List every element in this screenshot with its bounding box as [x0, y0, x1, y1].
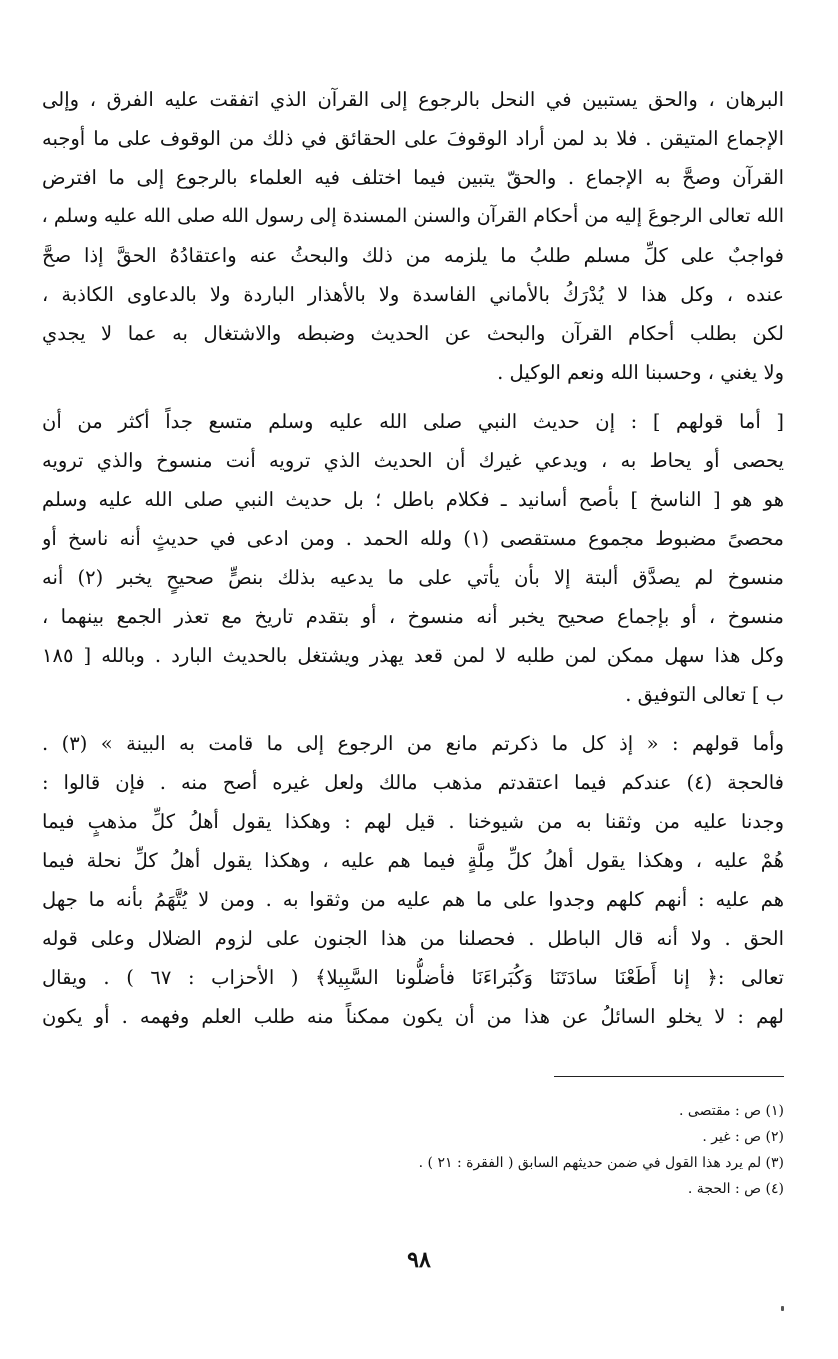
footnote: (١) ص : مقتصى . — [679, 1103, 784, 1119]
text-line: منسوخ ، أو بإجماع صحيح يخبر أنه منسوخ ، أو بتقدم تاريخ مع تعذر الجمع بينهما ، — [42, 605, 784, 628]
text-line: [ أما قولهم ] : إن حديث النبي صلى الله عليه وسلم متسع جداً أكثر من أن — [42, 410, 784, 433]
text-line: وكل هذا سهل ممكن لمن طلبه لا لمن قعد يهذر ويشتغل بالحديث البارد . وبالله [ ١٨٥ — [42, 644, 784, 667]
footnote: (٢) ص : غير . — [702, 1129, 784, 1145]
text-line: الله تعالى الرجوعَ إليه من أحكام القرآن والسنن المسندة إلى رسول الله صلى الله عليه وسلم ، — [42, 205, 784, 227]
text-line: البرهان ، والحق يستبين في النحل بالرجوع إلى القرآن الذي اتفقت عليه الفرق ، وإلى — [42, 88, 784, 111]
text-line: وجدنا عليه من وثقنا به من شيوخنا . قيل لهم : وهكذا يقول أهلُ كلِّ مذهبٍ فيما — [42, 810, 784, 833]
main-text — [42, 80, 784, 1036]
text-line: لهم : لا يخلو السائلُ عن هذا من أن يكون ممكناً منه طلب العلم وفهمه . أو يكون — [42, 1005, 784, 1028]
text-line: محصىً مضبوط مجموع مستقصى (١) ولله الحمد . ومن ادعى في حديثٍ أنه ناسخ أو — [42, 527, 784, 550]
footnote: (٣) لم يرد هذا القول في ضمن حديثهم السابق ( الفقرة : ٢١ ) . — [418, 1155, 784, 1171]
text-line: لكن بطلب أحكام القرآن والبحث عن الحديث وضبطه والاشتغال به عما لا يجدي — [42, 322, 784, 345]
footnotes — [300, 1098, 784, 1202]
text-line: فواجبٌ على كلِّ مسلم طلبُ ما يلزمه من ذلك والبحثُ عنه واعتقادُهُ الحقَّ إذا صحَّ — [42, 244, 784, 267]
paragraph — [42, 402, 784, 714]
text-line: منسوخ لم يصدَّق ألبتة إلا بأن يأتي على ما يدعيه بذلك بنصٍّ صحيحٍ يخبر (٢) أنه — [42, 566, 784, 589]
footnote-separator — [554, 1076, 784, 1077]
text-line: القرآن وصحَّ به الإجماع . والحقّ يتبين فيما اختلف فيه العلماء بالرجوع إلى ما افترض — [42, 166, 784, 189]
text-line: تعالى :﴿ إنا أَطَعْنَا سادَتَنَا وَكُبَراءَنَا فأضلُّونا السَّبِيلا﴾ ( الأحزاب : ٦٧ ) . ويقال — [42, 966, 784, 989]
text-line: هم عليه : أنهم كلهم وجدوا على ما هم عليه من وثقوا به . ومن لا يُتَّهَمُ بأنه ما جهل — [42, 888, 784, 911]
text-line: هو هو [ الناسخ ] بأصح أسانيد ـ فكلام باطل ؛ بل حديث النبي صلى الله عليه وسلم — [42, 488, 784, 511]
text-line: ب ] تعالى التوفيق . — [625, 683, 784, 706]
text-line: فالحجة (٤) عندكم فيما اعتقدتم مذهب مالك ولعل غيره أصح منه . فإن قالوا : — [42, 771, 784, 794]
text-line: الإجماع المتيقن . فلا بد لمن أراد الوقوفَ على الحقائق في ذلك من الوقوف على ما أوجبه — [42, 127, 784, 150]
text-line: ولا يغني ، وحسبنا الله ونعم الوكيل . — [497, 361, 784, 384]
footnote: (٤) ص : الحجة . — [687, 1181, 784, 1197]
text-line: وأما قولهم : « إذ كل ما ذكرتم مانع من الرجوع إلى ما قامت به البينة » (٣) . — [42, 732, 784, 755]
text-line: الحق . ولا أنه قال الباطل . فحصلنا من هذا الجنون على لزوم الضلال وعلى قوله — [42, 927, 784, 950]
page-number: ٩٨ — [407, 1247, 431, 1273]
text-line: عنده ، وكل هذا لا يُدْرَكُ بالأماني الفاسدة ولا بالأهذار الباردة ولا بالدعاوى الكاذبة ، — [42, 283, 784, 306]
paragraph — [42, 724, 784, 1036]
text-line: هُمْ عليه ، وهكذا يقول أهلُ كلِّ مِلَّةٍ فيما هم عليه ، وهكذا يقول أهلُ كلِّ نحلة فيما — [42, 849, 784, 872]
paragraph — [42, 80, 784, 392]
text-line: يحصى أو يحاط به ، ويدعي غيرك أن الحديث الذي ترويه أنت منسوخ والذي ترويه — [42, 449, 784, 472]
scan-speck — [781, 1306, 784, 1311]
